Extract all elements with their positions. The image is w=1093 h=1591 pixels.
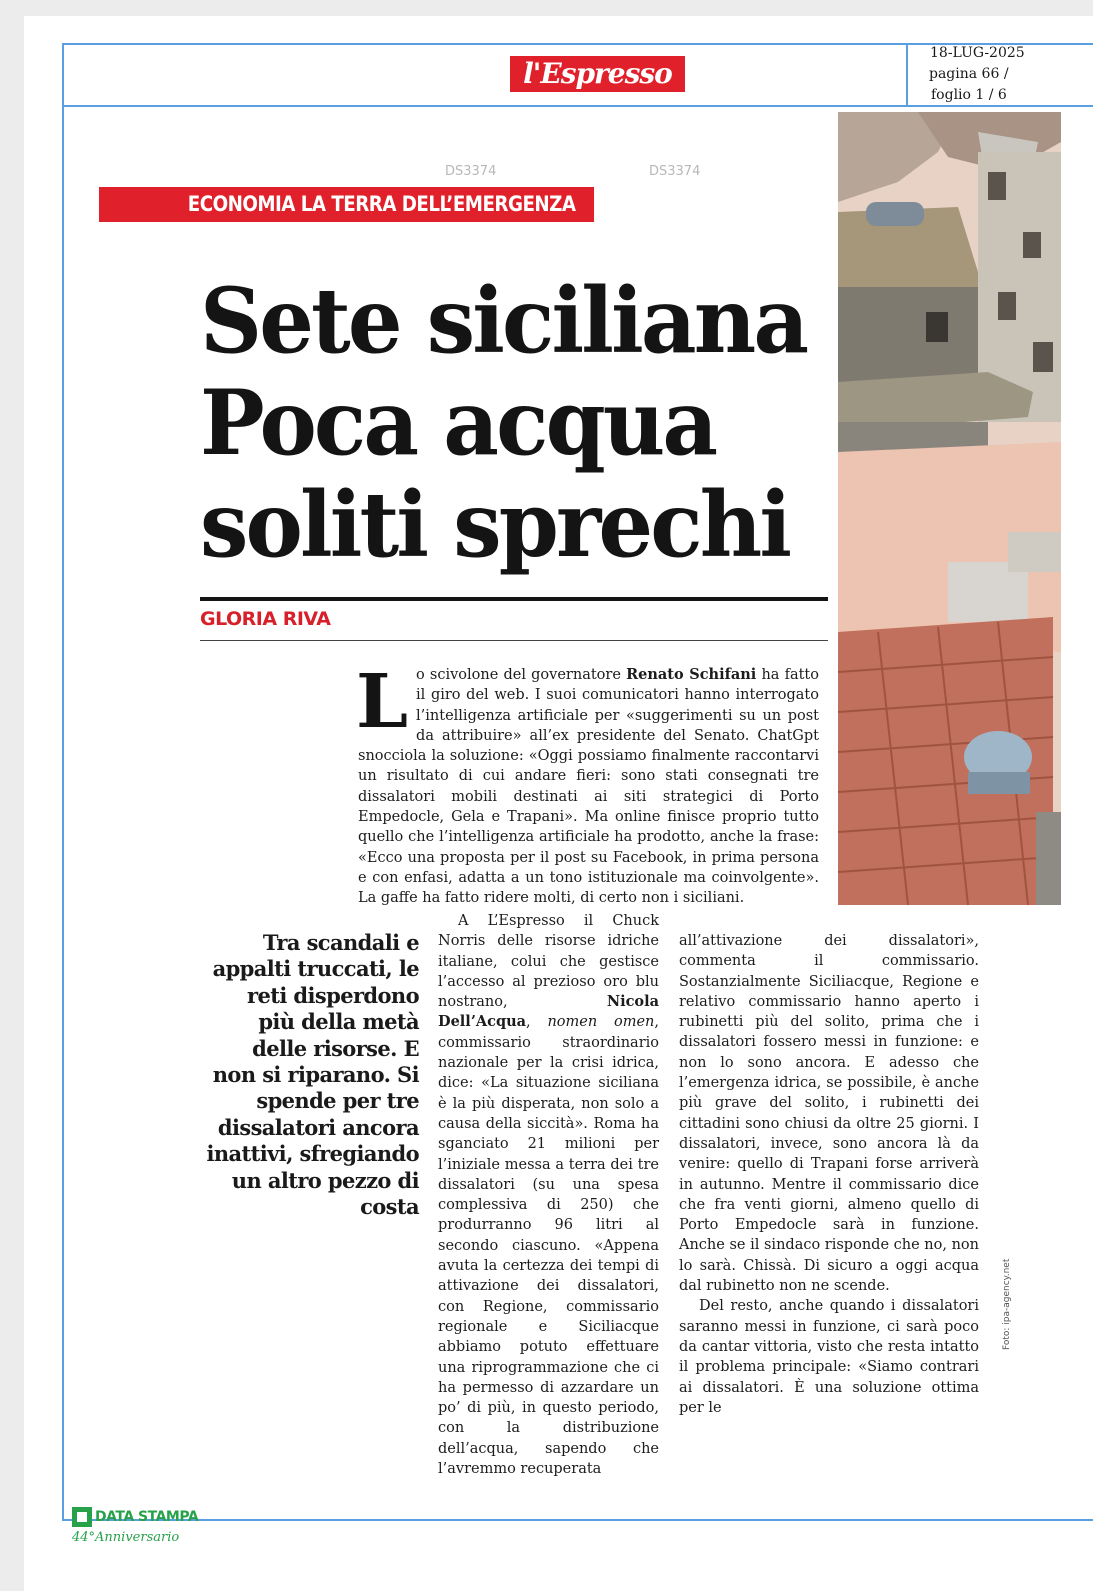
data-stampa-icon	[72, 1507, 92, 1527]
pull-quote: Tra scandali e appalti truccati, le reti disperdono più della metà delle risorse. E non si riparano. Si spende per tre dissalatori ancora inattivi, sfregiando un altro pezzo di costa	[206, 930, 419, 1220]
person-name: Nicola Dell’Acqua	[438, 993, 659, 1031]
header-page: pagina 66 /	[929, 66, 1009, 82]
article-column-3: all’attivazione dei dissalatori», commenta il commissario. Sostanzialmente Siciliacque, Regione e relativo commissario hanno aperto i rubinetti più del solito, prima che i dissalatori fossero messi in funzione: e non lo sono ancora. E adesso che l’emergenza idrica, se possibile, è anche più grave del solito, i rubinetti dei cittadini sono chiusi da oltre 25 giorni. I dissalatori, invece, sono ancora là da venire: quello di Trapani forse arriverà in autunno. Mentre il commissario dice che fra venti giorni, almeno quello di Porto Empedocle sarà in funzione. Anche se il sindaco risponde che no, non lo sarà. Chissà. Di sicuro a oggi acqua dal rubinetto non ne scende. Del resto, anche quando i dissalatori saranno messi in funzione, ci sarà poco da cantar vittoria, visto che resta intatto il problema principale: «Siamo contrari ai dissalatori. È una soluzione ottima per le	[679, 933, 979, 1416]
anniversary-label: 44°Anniversario	[72, 1530, 180, 1545]
headline-line: soliti sprechi	[200, 472, 790, 578]
person-name: Renato Schifani	[626, 666, 757, 683]
photo-credit: Foto: ipa-agency.net	[1002, 1258, 1012, 1350]
article-column-2: A L’Espresso il Chuck Norris delle risorse idriche italiane, colui che gestisce l’accesso al prezioso oro blu nostrano, Nicola Dell’Acqua, nomen omen, commissario straordinario nazionale per la crisi idrica, dice: «La situazione siciliana è la più disperata, non solo a causa della siccità». Roma ha sganciato 21 milioni per l’iniziale messa a terra dei tre dissalatori (su una spesa complessiva di 250) che produrranno 96 litri al secondo ciascuno. «Appena avuta la certezza dei tempi di attivazione dei dissalatori, con Regione, commissario regionale e Siciliacque abbiamo potuto effettuare una riprogrammazione che ci ha permesso di azzardare un po’ di più, in questo periodo, con la distribuzione dell’acqua, sapendo che l’avremmo recuperata	[438, 913, 660, 1478]
article-intro: Lo scivolone del governatore Renato Schifani ha fatto il giro del web. I suoi comunicatori hanno interrogato l’intelligenza artificiale per «suggerimenti su un post da attribuire» all’ex presidente del Senato. ChatGpt snocciola la soluzione: «Oggi possiamo finalmente raccontarvi un risultato di cui andare fieri: sono stati consegnati tre dissalatori mobili destinati ai siti strategici di Porto Empedocle, Gela e Trapani». Ma online finisce proprio tutto quello che l’intelligenza artificiale ha prodotto, anche la frase: «Ecco una proposta per il post su Facebook, in prima persona e con enfasi, adatta a un tono istituzionale ma coinvolgente». La gaffe ha fatto ridere molti, di certo non i siciliani.	[356, 659, 819, 907]
publication-logo: l'Espresso	[510, 56, 685, 92]
drop-cap: L	[356, 659, 409, 745]
byline: GLORIA RIVA	[200, 608, 331, 630]
headline	[200, 270, 860, 576]
watermark: DS3374	[445, 164, 497, 179]
header-sheet: foglio 1 / 6	[931, 87, 1007, 103]
byline-rule	[200, 640, 828, 641]
data-stampa-logo	[72, 1506, 198, 1527]
headline-rule	[200, 597, 828, 601]
headline-line: Sete siciliana	[200, 268, 807, 374]
header-date: 18-LUG-2025	[930, 45, 1025, 61]
watermark: DS3374	[649, 164, 701, 179]
rooftops-photo	[838, 112, 1061, 905]
headline-line: Poca acqua	[200, 370, 716, 476]
header-meta-box	[906, 43, 1093, 107]
section-label: ECONOMIA LA TERRA DELL’EMERGENZA	[99, 187, 594, 222]
data-stampa-name: DATA STAMPA	[95, 1508, 199, 1525]
